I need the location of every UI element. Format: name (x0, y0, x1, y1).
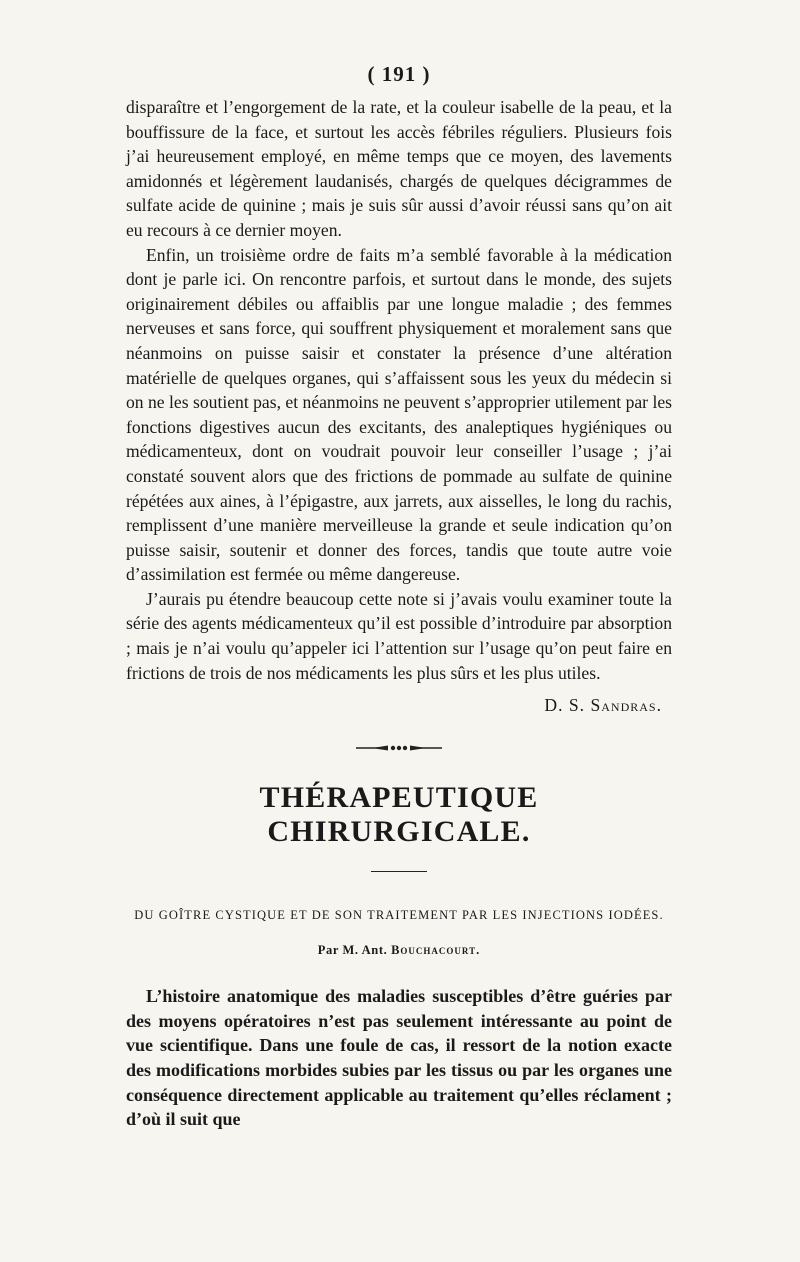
signature-surname: Sandras. (590, 695, 662, 716)
signature-initials: D. S. (544, 695, 586, 716)
author-signature (126, 693, 662, 717)
paragraph-third-order: Enfin, un troisième ordre de faits m’a semblé favorable à la médication dont je parle ici. On rencontre parfois, et surtout dans le monde, des sujets originairement débiles ou affaiblis par une longue maladie ; des femmes nerveuses et sans force, qui souffrent physiquement et moralement sans que néanmoins on puisse saisir et constater la présence d’une altération matérielle de quelques organes, qui s’affaissent sous les yeux du médecin si on ne les soutient pas, et néanmoins ne peuvent s’approprier utilement par les fonctions digestives aucun des excitants, des analeptiques hygiéniques ou médicamenteux, dont on voudrait pouvoir leur conseiller l’usage ; j’ai constaté souvent alors que des frictions de pommade au sulfate de quinine répétées aux aines, à l’épigastre, aux jarrets, aux aisselles, le long du rachis, remplissent d’une manière merveilleuse la grande et seule indication qu’on puisse saisir, soutenir et donner des forces, tandis que toute autre voie d’assimilation est fermée ou même dangereuse. (126, 244, 672, 585)
article-title: DU GOÎTRE CYSTIQUE ET DE SON TRAITEMENT PAR LES INJECTIONS IODÉES. (134, 908, 664, 923)
article-author (126, 943, 672, 958)
author-prefix: Par M. Ant. (317, 943, 388, 958)
page-number: ( 191 ) (367, 62, 431, 86)
paragraph-conclusion: J’aurais pu étendre beaucoup cette note si j’avais voulu examiner toute la série des agents médicamenteux qu’il est possible d’introduire par absorption ; mais je n’ai voulu qu’appeler ici l’attention sur l’usage qu’on peut faire en frictions de trois de nos médicaments les plus sûrs et les plus utiles. (126, 588, 672, 683)
title-rule (371, 871, 427, 872)
paragraph-continued: disparaître et l’engorgement de la rate, et la couleur isabelle de la peau, et la bouffissure de la face, et surtout les accès fébriles réguliers. Plusieurs fois j’ai heureusement employé, en même temps que ce moyen, des lavements amidonnés et légèrement laudanisés, chargés de quelques décigrammes de sulfate acide de quinine ; mais je suis sûr aussi d’avoir réussi sans qu’on ait eu recours à ce dernier moyen. (126, 97, 672, 240)
section-divider-ornament (354, 743, 444, 753)
author-surname: Bouchacourt. (391, 943, 481, 958)
section-title: THÉRAPEUTIQUE CHIRURGICALE. (259, 781, 539, 849)
article-lead-paragraph: L’histoire anatomique des maladies susceptibles d’être guéries par des moyens opératoires n’est pas seulement intéressante au point de vue scientifique. Dans une foule de cas, il ressort de la notion exacte des modifications morbides subies par les tissus ou par les organes une conséquence directement applicable au traitement qu’elles réclament ; d’où il suit que (126, 986, 672, 1130)
